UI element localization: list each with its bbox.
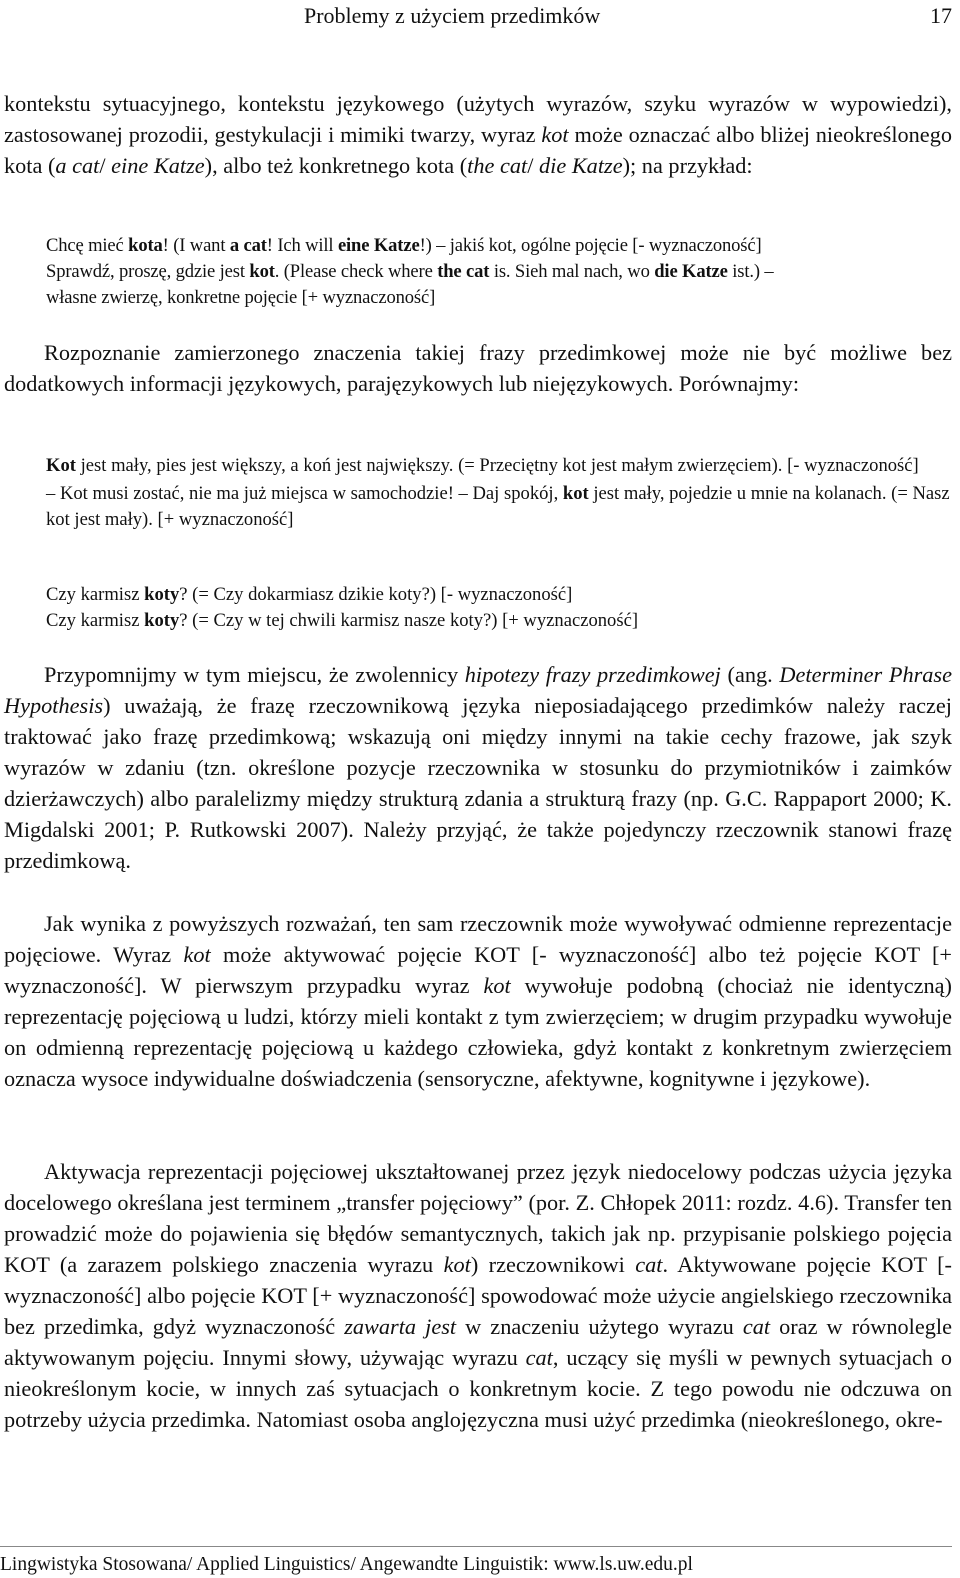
term-dph: Determiner Phrase Hypothesis (4, 662, 952, 718)
text-run: ! Ich will (266, 235, 338, 256)
text-run: Sprawdź, proszę, gdzie jest (46, 261, 250, 282)
bold-term: koty (144, 610, 180, 631)
bold-term: a cat (229, 235, 267, 256)
text-run: kontekstu sytuacyjnego, kontekstu językowego (użytych wyrazów, szyku wyrazów w wypowiedzi), zastosowanej prozodii, gestykulacji i mimiki twarzy, wyraz (4, 91, 952, 147)
term-zawarta-jest: zawarta jest (344, 1314, 457, 1339)
bold-term: kot (562, 483, 589, 504)
text-run: Aktywacja reprezentacji pojęciowej ukształtowanej przez język niedocelowy podczas użycia języka docelowego określana jest terminem „transfer pojęciowy” (por. Z. Chłopek 2011: rozdz. 4.6). Transfer ten prowadzić może do pojawienia się błędów semantycznych, takich jak np. przypisanie polskiego pojęcia KOT (a zarazem polskiego znaczenia wyrazu (4, 1159, 952, 1277)
text-run: ! (I want (162, 235, 230, 256)
text-run: wywołuje podobną (chociaż nie identyczną) reprezentację pojęciową u ludzi, którzy mieli kontakt z tym zwierzęciem; w drugim przypadku wywołuje on odmienną reprezentację pojęciową u każdego człowieka, gdyż kontakt z konkretnym zwierzęciem oznacza wysoce indywidualne doświadczenia (sensoryczne, afektywne, kognitywne i językowe). (4, 973, 952, 1091)
text-run: . (Please check where (274, 261, 438, 282)
page-footer (0, 1553, 952, 1577)
term-hypothesis: hipotezy frazy przedimkowej (464, 662, 721, 687)
text-run: ? (= Czy w tej chwili karmisz nasze koty?) [+ wyznaczoność] (179, 610, 639, 631)
paragraph-context (4, 88, 952, 181)
bold-term: koty (144, 584, 180, 605)
example-line: własne zwierzę, konkretne pojęcie [+ wyznaczoność] (46, 287, 436, 308)
example-block-2 (46, 453, 952, 533)
term-kot: kot (443, 1252, 471, 1277)
example-line (46, 233, 952, 259)
example-line (46, 259, 952, 285)
text-run: is. Sieh mal nach, wo (489, 261, 655, 282)
bold-term: Kot (46, 455, 76, 476)
paragraph-representations (4, 908, 952, 1094)
text-run: Chcę mieć (46, 235, 129, 256)
paragraph-hypothesis (4, 659, 952, 876)
bold-term: kota (128, 235, 163, 256)
term-kot: kot (541, 122, 569, 147)
running-header (0, 2, 952, 30)
paragraph-transfer (4, 1156, 952, 1435)
text-run: / (99, 153, 112, 178)
text-run: ); na przykład: (622, 153, 753, 178)
example-line (46, 453, 952, 479)
term-a-cat: a cat (55, 153, 100, 178)
term-eine-katze: eine Katze (111, 153, 205, 178)
text-run: Rozpoznanie zamierzonego znaczenia takiej frazy przedimkowej może nie być możliwe bez dodatkowych informacji językowych, parajęzykowych lub niejęzykowych. Porównajmy: (4, 340, 952, 396)
bold-term: kot (249, 261, 275, 282)
term-the-cat: the cat (467, 153, 528, 178)
term-die-katze: die Katze (539, 153, 623, 178)
page-number: 17 (930, 3, 952, 28)
text-run: (ang. (720, 662, 780, 687)
running-title: Problemy z użyciem przedimków (304, 3, 601, 28)
text-run: Czy karmisz (46, 610, 145, 631)
text-run: Przypomnijmy w tym miejscu, że zwolennicy (44, 662, 465, 687)
text-run: oraz w równolegle aktywowanym pojęciu. Innymi słowy, używając wyrazu (4, 1314, 953, 1370)
text-run: ? (= Czy dokarmiasz dzikie koty?) [- wyznaczoność] (179, 584, 573, 605)
text-run: jest mały, pojedzie u mnie na kolanach. (= Nasz kot jest mały). [+ wyznaczoność] (46, 483, 950, 530)
text-run: Jak wynika z powyższych rozważań, ten sam rzeczownik może wywoływać odmienne reprezentacje pojęciowe. Wyraz (4, 911, 952, 967)
text-run: może oznaczać albo bliżej nieokreślonego kota ( (4, 122, 953, 178)
bold-term: the cat (437, 261, 490, 282)
term-kot: kot (483, 973, 511, 998)
text-run: !) – jakiś kot, ogólne pojęcie [- wyznaczoność] (419, 235, 762, 256)
paragraph-recognition (4, 337, 952, 399)
text-run: ), albo też konkretnego kota ( (204, 153, 468, 178)
text-run: Czy karmisz (46, 584, 145, 605)
text-run: może aktywować pojęcie KOT [- wyznaczoność] albo też pojęcie KOT [+ wyznaczoność]. W pierwszym przypadku wyraz (4, 942, 952, 998)
term-cat: cat (635, 1252, 663, 1277)
example-line (46, 608, 952, 634)
footer-rule (0, 1546, 952, 1547)
example-block-1 (46, 233, 952, 311)
example-line (46, 582, 952, 608)
text-run: – Kot musi zostać, nie ma już miejsca w samochodzie! – Daj spokój, (46, 483, 563, 504)
text-run: ) uważają, że frazę rzeczownikową języka nieposiadającego przedimków należy raczej traktować jako frazę przedimkową; wskazują oni między innymi na takie cechy frazowe, jak szyk wyrazów w zdaniu (tzn. określone pozycje rzeczownika w stosunku do przymiotników i zaimków dzierżawczych) albo paralelizmy między strukturą zdania a strukturą frazy (np. G.C. Rappaport 2000; K. Migdalski 2001; P. Rutkowski 2007). Należy przyjąć, że także pojedynczy rzeczownik stanowi frazę przedimkową. (4, 693, 952, 873)
bold-term: eine Katze (337, 235, 420, 256)
text-run: ) rzeczownikowi (470, 1252, 636, 1277)
text-run: , uczący się myśli w pewnych sytuacjach o nieokreślonym kocie, w innych zaś sytuacjach o konkretnym kocie. Z tego powodu nie odczuwa on potrzeby użycia przedimka. Natomiast osoba anglojęzyczna musi użyć przedimka (nieokreślonego, okre- (4, 1345, 952, 1432)
text-run: / (527, 153, 539, 178)
text-run: w znaczeniu użytego wyrazu (456, 1314, 743, 1339)
example-line (46, 481, 952, 533)
text-run: ist.) – (727, 261, 774, 282)
term-kot: kot (183, 942, 211, 967)
example-block-3 (46, 582, 952, 634)
bold-term: die Katze (654, 261, 728, 282)
term-cat: cat (525, 1345, 553, 1370)
term-cat: cat (742, 1314, 771, 1339)
text-run: jest mały, pies jest większy, a koń jest największy. (= Przeciętny kot jest małym zwierzęciem). [- wyznaczoność] (75, 455, 919, 476)
text-run: . Aktywowane pojęcie KOT [- wyznaczoność] albo pojęcie KOT [+ wyznaczoność] spowodować może użycie angielskiego rzeczownika bez przedimka, gdyż wyznaczoność (4, 1252, 952, 1339)
footer-text: Lingwistyka Stosowana/ Applied Linguistics/ Angewandte Linguistik: www.ls.uw.edu.pl (0, 1554, 693, 1575)
